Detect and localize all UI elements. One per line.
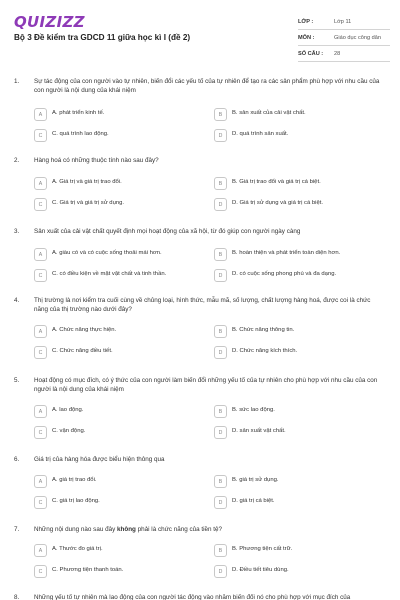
option-letter-box: B	[214, 405, 227, 418]
option-text: B. giá trị sử dụng.	[232, 477, 279, 483]
question-text: Sự tác động của con người vào tự nhiên, biến đổi các yếu tố của tự nhiên để tạo ra các sản phẩm phù hợp với nhu cầu của con người là nội dung của khái niệm	[34, 78, 380, 94]
answer-option-d[interactable]	[214, 426, 364, 440]
question-number: 5.	[14, 377, 20, 384]
option-text: D. có cuộc sống phong phú và đa dạng.	[232, 271, 337, 277]
question-number: 2.	[14, 157, 20, 164]
option-text: B. Giá trị trao đổi và giá trị cá biệt.	[232, 179, 321, 185]
answer-option-d[interactable]	[214, 198, 364, 212]
question-text	[34, 526, 384, 535]
question-text: Hoạt động có mục đích, có ý thức của con người làm biến đổi những yếu tố của tự nhiên cho phù hợp với nhu cầu của con người là nội dung của khái niệm	[34, 377, 378, 393]
option-text: A. Chức năng thực hiện.	[52, 327, 117, 333]
option-letter-box: B	[214, 325, 227, 338]
answer-option-a[interactable]	[34, 108, 184, 122]
answer-option-c[interactable]	[34, 426, 184, 440]
question-number: 3.	[14, 228, 20, 235]
option-text: B. sản xuất của cải vật chất.	[232, 110, 306, 116]
option-letter-box: D	[214, 426, 227, 439]
page-header	[0, 0, 400, 70]
meta-key: SỐ CÂU :	[298, 50, 324, 57]
option-text: C. Phương tiện thanh toán.	[52, 567, 124, 573]
option-letter-box: A	[34, 325, 47, 338]
option-text: D. sản xuất vật chất.	[232, 428, 286, 434]
option-letter-box: D	[214, 198, 227, 211]
answer-option-a[interactable]	[34, 177, 184, 191]
option-letter-box: C	[34, 426, 47, 439]
answer-option-b[interactable]	[214, 325, 364, 339]
question-text: Sản xuất của cải vật chất quyết định mọi hoạt động của xã hội, từ đó giúp con người ngày càng	[34, 228, 301, 235]
option-text: B. sức lao động.	[232, 407, 275, 413]
option-letter-box: A	[34, 475, 47, 488]
meta-key: LỚP :	[298, 18, 314, 25]
question-number: 6.	[14, 456, 20, 463]
answer-option-a[interactable]	[34, 475, 184, 489]
answer-option-c[interactable]	[34, 496, 184, 510]
question-text: Giá trị của hàng hóa được biểu hiện thông qua	[34, 456, 165, 463]
option-letter-box: B	[214, 248, 227, 261]
option-text: D. Chức năng kích thích.	[232, 348, 298, 354]
option-letter-box: A	[34, 544, 47, 557]
option-text: D. giá trị cá biệt.	[232, 498, 275, 504]
option-text: C. Chức năng điều tiết.	[52, 348, 113, 354]
answer-option-a[interactable]	[34, 544, 184, 558]
option-text: A. giá trị trao đổi.	[52, 477, 97, 483]
option-letter-box: C	[34, 198, 47, 211]
option-letter-box: D	[214, 496, 227, 509]
option-text: C. giá trị lao động.	[52, 498, 100, 504]
question-number: 7.	[14, 526, 20, 533]
option-letter-box: C	[34, 346, 47, 359]
quizizz-logo: QUIZIZZ	[14, 13, 85, 31]
option-letter-box: B	[214, 177, 227, 190]
option-letter-box: A	[34, 108, 47, 121]
option-text: C. có điều kiện về mặt vật chất và tinh thần.	[52, 271, 167, 277]
option-text: D. Giá trị sử dụng và giá trị cá biệt.	[232, 200, 324, 206]
answer-option-d[interactable]	[214, 129, 364, 143]
answer-option-d[interactable]	[214, 496, 364, 510]
option-text: C. vận động.	[52, 428, 86, 434]
answer-option-b[interactable]	[214, 248, 364, 262]
answer-option-d[interactable]	[214, 565, 364, 579]
question-text-part: Những nội dung nào sau đây	[34, 526, 117, 533]
answer-option-b[interactable]	[214, 108, 364, 122]
option-text: B. hoàn thiện và phát triển toàn diện hơn.	[232, 250, 341, 256]
option-text: A. phát triển kinh tế.	[52, 110, 105, 116]
option-text: B. Phương tiện cất trữ.	[232, 546, 293, 552]
option-text: A. giàu có và có cuộc sống thoải mái hơn.	[52, 250, 162, 256]
option-letter-box: B	[214, 544, 227, 557]
option-letter-box: B	[214, 108, 227, 121]
option-text: C. Giá trị và giá trị sử dụng.	[52, 200, 125, 206]
option-letter-box: A	[34, 405, 47, 418]
option-text: C. quá trình lao động.	[52, 131, 109, 137]
answer-option-d[interactable]	[214, 269, 364, 283]
answer-option-a[interactable]	[34, 325, 184, 339]
option-letter-box: A	[34, 177, 47, 190]
option-letter-box: D	[214, 129, 227, 142]
meta-row-subject	[298, 30, 390, 46]
option-letter-box: C	[34, 496, 47, 509]
option-letter-box: C	[34, 269, 47, 282]
option-letter-box: B	[214, 475, 227, 488]
question-number: 1.	[14, 78, 20, 85]
question-number: 4.	[14, 297, 20, 304]
document-title: Bộ 3 Đề kiểm tra GDCD 11 giữa học kì I (đề 2)	[14, 33, 191, 42]
answer-option-c[interactable]	[34, 129, 184, 143]
meta-value: Giáo dục công dân	[334, 34, 381, 41]
meta-table	[298, 14, 390, 62]
option-letter-box: D	[214, 346, 227, 359]
meta-value: Lớp 11	[334, 18, 352, 25]
question-text: Những yếu tố tự nhiên mà lao động của con người tác động vào nhằm biến đổi nó cho phù hợp với mục đích của	[34, 594, 351, 600]
option-text: B. Chức năng thông tin.	[232, 327, 295, 333]
question-text: Thị trường là nơi kiểm tra cuối cùng về chủng loại, hình thức, mẫu mã, số lượng, chất lượng hàng hoá, được coi là chức năng của thị trường nào dưới đây?	[34, 297, 371, 313]
option-text: A. Giá trị và giá trị trao đổi.	[52, 179, 122, 185]
option-letter-box: C	[34, 129, 47, 142]
option-text: A. lao động.	[52, 407, 84, 413]
meta-value: 28	[334, 50, 341, 57]
question-text-emphasis: không	[117, 526, 136, 533]
answer-option-b[interactable]	[214, 405, 364, 419]
answer-option-b[interactable]	[214, 544, 364, 558]
answer-option-a[interactable]	[34, 248, 184, 262]
answer-option-a[interactable]	[34, 405, 184, 419]
option-letter-box: C	[34, 565, 47, 578]
option-letter-box: D	[214, 269, 227, 282]
answer-option-c[interactable]	[34, 346, 184, 360]
answer-option-b[interactable]	[214, 177, 364, 191]
option-text: A. Thước đo giá trị.	[52, 546, 103, 552]
answer-option-b[interactable]	[214, 475, 364, 489]
question-text: Hàng hoá có những thuộc tính nào sau đây?	[34, 157, 159, 164]
answer-option-d[interactable]	[214, 346, 364, 360]
option-letter-box: A	[34, 248, 47, 261]
answer-option-c[interactable]	[34, 269, 184, 283]
question-number: 8.	[14, 594, 20, 600]
answer-option-c[interactable]	[34, 198, 184, 212]
meta-row-class	[298, 14, 390, 30]
meta-row-count	[298, 46, 390, 62]
option-text: D. Điều tiết tiêu dùng.	[232, 567, 289, 573]
answer-option-c[interactable]	[34, 565, 184, 579]
option-text: D. quá trình sản xuất.	[232, 131, 289, 137]
question-text-part: phải là chức năng của tiền tệ?	[135, 526, 223, 533]
meta-key: MÔN :	[298, 34, 315, 41]
option-letter-box: D	[214, 565, 227, 578]
